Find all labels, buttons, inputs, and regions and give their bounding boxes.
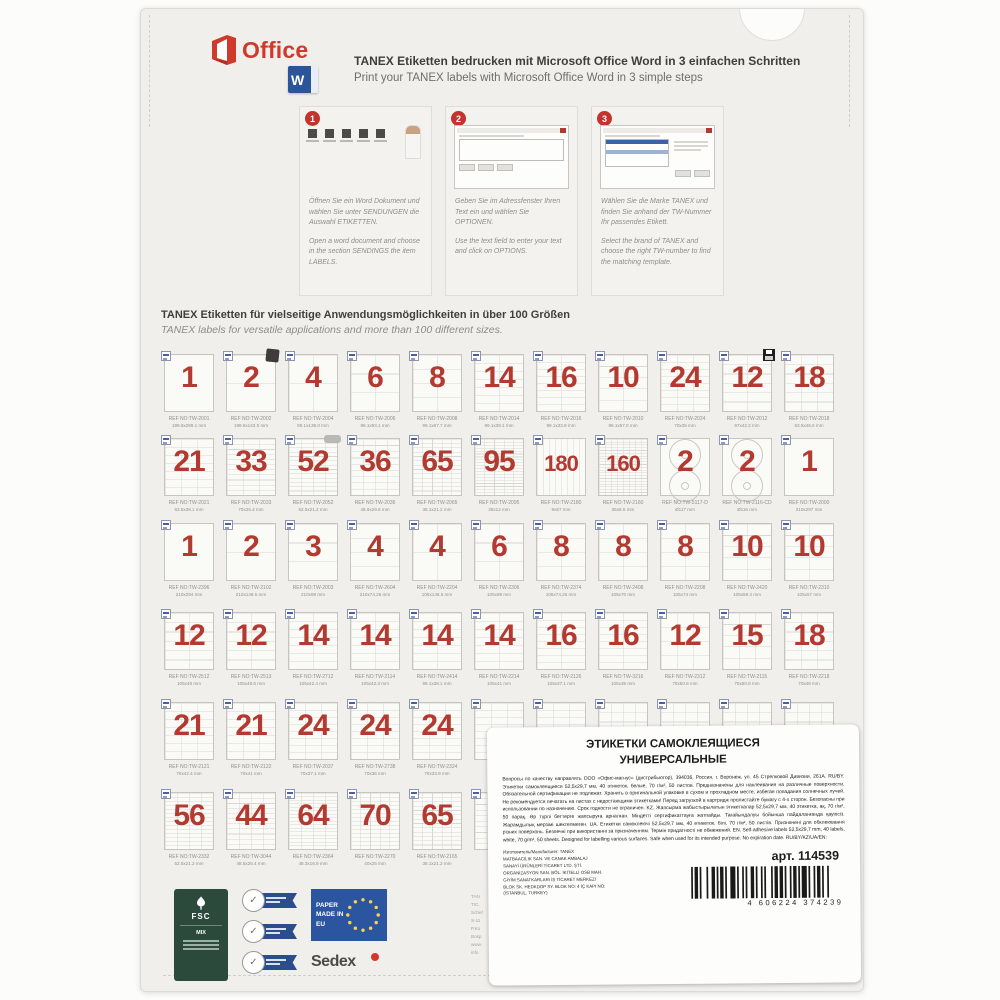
- label-ref-caption: REF NO:TW-2008 99.1x67.7 mm: [416, 416, 458, 428]
- label-ref-caption: REF NO:TW-2420 105x59.4 mm: [726, 585, 768, 597]
- sheet-spec-icon: [347, 435, 357, 445]
- label-ref-caption: REF NO:TW-2018 63.5x46.6 mm: [788, 416, 830, 428]
- sheet-spec-icon: [471, 789, 481, 799]
- label-ref-caption: REF NO:TW-2604 210x74.25 mm: [354, 585, 396, 597]
- label-count-number: 14: [421, 619, 453, 652]
- sheet-spec-icon: [781, 351, 791, 361]
- label-count-number: 95: [483, 445, 515, 478]
- tag-icon: [324, 435, 341, 443]
- manufacturer-line: MATBAACILIK SAN. VE CANAK AMBALAJ: [503, 855, 588, 862]
- fsc-mix-label: MIX: [196, 930, 206, 936]
- label-ref-caption: REF NO:TW-2114 105x42.3 mm: [354, 674, 396, 686]
- sheet-spec-icon: [657, 609, 667, 619]
- label-ref-caption: REF NO:TW-2052 52.5x21.2 mm: [292, 500, 334, 512]
- label-cell: [406, 608, 468, 692]
- label-ref-caption: REF NO:TW-2306 105x99 mm: [478, 585, 520, 597]
- sheet-spec-icon: [347, 520, 357, 530]
- label-cell: [468, 519, 530, 603]
- sedex-logo: [311, 953, 381, 971]
- sheet-spec-icon: [657, 699, 667, 709]
- label-count-number: 64: [297, 799, 329, 832]
- step-2-text-en: Use the text field to enter your text and click on OPTIONS.: [455, 237, 562, 255]
- cert-badge-3: [242, 951, 297, 974]
- label-cell: [468, 350, 530, 434]
- label-count-number: 33: [235, 445, 267, 478]
- label-ref-caption: REF NO:TW-2000 210x297 mm: [788, 500, 830, 512]
- sheet-spec-icon: [161, 699, 171, 709]
- sheet-spec-icon: [161, 520, 171, 530]
- label-ref-caption: REF NO:TW-5117-D Ø117 mm: [662, 500, 708, 512]
- sheet-spec-icon: [347, 609, 357, 619]
- label-ref-caption: REF NO:TW-2036 48.9x29.6 mm: [354, 500, 396, 512]
- step-2-screenshot: [454, 125, 569, 185]
- eu-text-line1: PAPER: [316, 902, 338, 910]
- manufacturer-line: BLOK SK. HEDKDOP SY. BLOK NO: 4 İÇ KAPI NO:: [503, 883, 606, 890]
- label-count-number: 1: [181, 530, 197, 563]
- check-icon: ✓: [242, 920, 265, 943]
- label-cell: [654, 519, 716, 603]
- label-count-number: 180: [544, 451, 578, 476]
- cert-badge-2: [242, 920, 297, 943]
- label-count-number: 21: [173, 445, 205, 478]
- label-cell: [158, 350, 220, 434]
- label-cell: [158, 519, 220, 603]
- office-logo: [211, 35, 308, 65]
- label-ref-caption: REF NO:TW-2006 99.1x93.1 mm: [354, 416, 396, 428]
- sheet-spec-icon: [595, 609, 605, 619]
- sedex-dot-icon: [371, 953, 379, 961]
- label-cell: [220, 519, 282, 603]
- label-count-number: 6: [367, 361, 383, 394]
- sheet-spec-icon: [285, 699, 295, 709]
- label-cell: [344, 519, 406, 603]
- step-card-3: [591, 106, 724, 296]
- label-ref-caption: REF NO:TW-2122 70x41 mm: [230, 764, 272, 776]
- product-info-label: [487, 724, 861, 985]
- sheet-spec-icon: [347, 351, 357, 361]
- sheet-spec-icon: [409, 520, 419, 530]
- sheet-spec-icon: [719, 435, 729, 445]
- label-count-number: 12: [731, 361, 763, 394]
- label-cell: [654, 434, 716, 518]
- label-count-number: 12: [235, 619, 267, 652]
- word-icon: [288, 66, 318, 93]
- label-grid-row: [158, 350, 848, 434]
- check-icon: ✓: [242, 951, 265, 974]
- sheet-spec-icon: [471, 699, 481, 709]
- sheet-spec-icon: [223, 699, 233, 709]
- label-ref-caption: REF NO:TW-2002 199.6x143.5 mm: [230, 416, 272, 428]
- step-2-number-badge: 2: [451, 111, 466, 126]
- sheet-spec-icon: [657, 520, 667, 530]
- step-1-screenshot: [308, 125, 423, 185]
- label-count-number: 24: [359, 709, 391, 742]
- label-ref-caption: REF NO:TW-2001 199.6x289.1 mm: [168, 416, 210, 428]
- manufacturer-line: Изготовитель/Manufacturer: TANEX: [502, 849, 575, 855]
- label-ref-caption: REF NO:TW-2014 99.1x38.1 mm: [478, 416, 520, 428]
- label-count-number: 3: [305, 530, 321, 563]
- step-3-text-de: Wählen Sie die Marke TANEX und finden Sie anhand der TW-Nummer Ihr passendes Etikett.: [601, 198, 712, 226]
- hang-hole-notch: [739, 8, 805, 41]
- label-ref-caption: REF NO:TW-2010 99.1x57.0 mm: [602, 416, 644, 428]
- label-cell: [406, 698, 468, 782]
- step-1-text-de: Öffnen Sie ein Word Dokument und wählen Sie unter SENDUNGEN die Auswahl ETIKETTEN.: [309, 198, 420, 226]
- label-count-number: 70: [359, 799, 391, 832]
- label-cell: [530, 350, 592, 434]
- label-ref-caption: REF NO:TW-2165 38.1x21.2 mm: [416, 854, 458, 866]
- label-ref-caption: REF NO:TW-2312 70x50.8 mm: [664, 674, 706, 686]
- fsc-label: FSC: [191, 912, 211, 921]
- label-cell: [654, 608, 716, 692]
- label-cell: [282, 698, 344, 782]
- sheet-spec-icon: [285, 351, 295, 361]
- cube-icon: [265, 348, 279, 362]
- office-logo-text: Office: [242, 36, 309, 63]
- sedex-wordmark: Sedex: [311, 953, 356, 970]
- sheet-spec-icon: [409, 435, 419, 445]
- label-count-number: 6: [491, 530, 507, 563]
- sheet-spec-icon: [781, 699, 791, 709]
- label-count-number: 12: [173, 619, 205, 652]
- floppy-icon: [763, 349, 775, 361]
- label-ref-caption: REF NO:TW-2102 210x148.5 mm: [230, 585, 272, 597]
- label-cell: [468, 608, 530, 692]
- label-count-number: 16: [607, 619, 639, 652]
- label-count-number: 8: [677, 530, 693, 563]
- label-cell: [220, 788, 282, 872]
- label-ref-caption: REF NO:TW-2003 210x99 mm: [292, 585, 334, 597]
- label-ref-caption: REF NO:TW-3216 105x35 mm: [602, 674, 644, 686]
- label-ref-caption: REF NO:TW-2180 9x57 mm: [540, 500, 582, 512]
- label-count-number: 21: [235, 709, 267, 742]
- label-cell: [158, 788, 220, 872]
- manufacturer-line: ORGANİZASYON SAN. BÖL. İKİTELLİ OSB MAH.: [503, 869, 603, 876]
- label-cell: [406, 788, 468, 872]
- sheet-spec-icon: [223, 609, 233, 619]
- label-count-number: 2: [739, 445, 755, 478]
- label-count-number: 14: [359, 619, 391, 652]
- label-cell: [220, 434, 282, 518]
- label-count-number: 1: [801, 445, 817, 478]
- sheet-spec-icon: [595, 699, 605, 709]
- label-count-number: 52: [297, 445, 329, 478]
- sheet-spec-icon: [161, 789, 171, 799]
- label-ref-caption: REF NO:TW-2408 105x70 mm: [602, 585, 644, 597]
- label-count-number: 10: [793, 530, 825, 563]
- eu-text-line2: MADE IN EU: [316, 911, 344, 928]
- step-2-text-de: Geben Sie im Adressfenster Ihren Text ein und wählen Sie OPTIONEN.: [455, 198, 561, 226]
- label-grid-row: [158, 434, 848, 518]
- sheet-spec-icon: [471, 351, 481, 361]
- label-cell: [344, 608, 406, 692]
- sheet-spec-icon: [471, 520, 481, 530]
- label-ref-caption: REF NO:TW-2021 63.5x38.1 mm: [168, 500, 210, 512]
- label-ref-caption: REF NO:TW-2012 97x42.3 mm: [726, 416, 768, 428]
- label-cell: [778, 350, 840, 434]
- label-cell: [158, 434, 220, 518]
- ru-label-title-line2: УНИВЕРСАЛЬНЫЕ: [619, 753, 727, 766]
- package-back-panel: [140, 8, 864, 992]
- sheet-spec-icon: [657, 351, 667, 361]
- label-count-number: 14: [483, 361, 515, 394]
- label-count-number: 10: [731, 530, 763, 563]
- label-count-number: 12: [669, 619, 701, 652]
- sheet-spec-icon: [471, 435, 481, 445]
- label-count-number: 2: [677, 445, 693, 478]
- label-ref-caption: REF NO:TW-2160 35x8.5 mm: [602, 500, 644, 512]
- label-cell: [592, 434, 654, 518]
- label-count-number: 16: [545, 361, 577, 394]
- label-count-number: 15: [731, 619, 763, 652]
- contact-fragments: TAN TIC. Schef S-11 P.Ko Bosp www. info: [471, 894, 483, 956]
- eu-stars-icon: [344, 895, 382, 935]
- label-ref-caption: REF NO:TW-2204 105x148.5 mm: [416, 585, 458, 597]
- label-count-number: 18: [793, 361, 825, 394]
- sheet-spec-icon: [533, 609, 543, 619]
- label-ref-caption: REF NO:TW-3044 48.5x25.4 mm: [230, 854, 272, 866]
- label-count-number: 65: [421, 799, 453, 832]
- sheet-spec-icon: [781, 609, 791, 619]
- label-cell: [344, 350, 406, 434]
- sheet-spec-icon: [285, 520, 295, 530]
- label-ref-caption: REF NO:TW-2324 70x33.9 mm: [416, 764, 458, 776]
- label-cell: [220, 608, 282, 692]
- label-count-number: 16: [545, 619, 577, 652]
- label-ref-caption: REF NO:TW-2208 105x74 mm: [664, 585, 706, 597]
- label-cell: [778, 434, 840, 518]
- label-ref-caption: REF NO:TW-2115 70x50.8 mm: [726, 674, 768, 686]
- sheet-spec-icon: [223, 435, 233, 445]
- barcode-digits: 4 606224 374239: [747, 897, 844, 908]
- perforation-right: [849, 15, 850, 127]
- sheet-spec-icon: [595, 520, 605, 530]
- sheet-spec-icon: [285, 789, 295, 799]
- label-ref-caption: REF NO:TW-2214 105x41 mm: [478, 674, 520, 686]
- label-cell: [158, 608, 220, 692]
- label-count-number: 18: [793, 619, 825, 652]
- label-grid-row: [158, 608, 848, 692]
- label-ref-caption: REF NO:TW-2512 105x48 mm: [168, 674, 210, 686]
- label-ref-caption: REF NO:TW-2037 70x37.1 mm: [292, 764, 334, 776]
- label-cell: [282, 608, 344, 692]
- label-cell: [592, 519, 654, 603]
- fsc-tree-icon: [193, 895, 209, 911]
- manufacturer-line: (İSTANBUL, TURKEY): [503, 890, 548, 896]
- sheet-spec-icon: [409, 609, 419, 619]
- label-cell: [716, 608, 778, 692]
- grid-heading-en: TANEX labels for versatile applications and more than 100 different sizes.: [161, 324, 503, 336]
- label-ref-caption: REF NO:TW-2332 52.5x21.2 mm: [168, 854, 210, 866]
- label-count-number: 10: [607, 361, 639, 394]
- sheet-spec-icon: [781, 435, 791, 445]
- certification-logos: [174, 889, 387, 981]
- header-title-en: Print your TANEX labels with Microsoft Office Word in 3 simple steps: [354, 72, 703, 84]
- label-count-number: 8: [429, 361, 445, 394]
- cert-badge-1: [242, 889, 297, 912]
- label-cell: [716, 350, 778, 434]
- label-cell: [282, 788, 344, 872]
- label-ref-caption: REF NO:TW-2270 40x25 mm: [354, 854, 396, 866]
- label-ref-caption: REF NO:TW-2126 105x37.1 mm: [540, 674, 582, 686]
- label-cell: [592, 350, 654, 434]
- label-ref-caption: REF NO:TW-2364 48.3x16.9 mm: [292, 854, 334, 866]
- ru-label-body: Вопросы по качеству направлять ООО «Офис-магнус» (дистрибьютор), 394036, Россия, г. Воронеж, ул. 45 Стрелковой Дивизии, 261А. RU/BY. Этикетки самоклеящиеся 52,5х29,7 мм, 40 этикеток, белые, 70 г/м², 50 листов. Предназначены для наклеивания на различные поверхности. Обязательной сертификации не подлежат. Хранить в оригинальной упаковке в сухом и прохладном месте, избегая попадания солнечных лучей. Не рекомендуется печатать на листах с недостающими этикетками! Перед загрузкой в картридж пролистайте бумагу с 4-х сторон. Безопасны при использовании по назначению. Срок годности не ограничен. KZ. Жапсырма жабыстырылатын этикеткалар 52,5х29,7 мм, 40 этикетка, ақ, 70 г/м², 50 парақ. Әр түрлі беттерге жапсыруға арналған. Міндетті сертификаттауға жатпайды. Тағайындалуы бойынша пайдаланғанда қауіпсіз. Жарамдылық мерзімі шектелмеген. UA. Етикетки самоклеючі 52,5х29,7 мм, 40 етикеток, білі, 70 г/м², 50 листів. Призначені для обклеювання різних поверхонь. Безпечні при використанні за призначенням. Термін придатності не обмежений. EN. Self-adhesive labels 52,5x29,7 mm, 40 labels, white, 70 g/m², 50 sheets. Designed for labelling various surfaces. Safe when used for its intended purpose. No expiration date. RU/BY/KZ/UA/EN:: [502, 773, 845, 844]
- manufacturer-block: [503, 848, 663, 909]
- label-count-number: 36: [359, 445, 391, 478]
- label-ref-caption: REF NO:TW-2065 38.1x21.2 mm: [416, 500, 458, 512]
- sheet-spec-icon: [533, 351, 543, 361]
- sheet-spec-icon: [285, 435, 295, 445]
- manufacturer-line: GİYİM SANATKARLARI İŞ TİCARET MERKEZİ: [503, 876, 596, 883]
- step-card-1: [299, 106, 432, 296]
- header-title-de: TANEX Etiketten bedrucken mit Microsoft Office Word in 3 einfachen Schritten: [354, 54, 801, 68]
- label-ref-caption: REF NO:TW-2738 70x36 mm: [354, 764, 396, 776]
- label-cell: [592, 608, 654, 692]
- check-icon: ✓: [242, 889, 265, 912]
- label-count-number: 2: [243, 530, 259, 563]
- label-ref-caption: REF NO:TW-2016 99.1x33.9 mm: [540, 416, 582, 428]
- ru-label-title-line1: ЭТИКЕТКИ САМОКЛЕЯЩИЕСЯ: [586, 737, 760, 751]
- sheet-spec-icon: [161, 435, 171, 445]
- cert-badges: [242, 889, 297, 974]
- sheet-spec-icon: [781, 520, 791, 530]
- sheet-spec-icon: [533, 435, 543, 445]
- label-count-number: 24: [297, 709, 329, 742]
- perforation-left: [149, 15, 150, 127]
- label-cell: [778, 519, 840, 603]
- step-3-number-badge: 3: [597, 111, 612, 126]
- sheet-spec-icon: [223, 520, 233, 530]
- label-count-number: 44: [235, 799, 267, 832]
- label-ref-caption: REF NO:TW-2095 35x12 mm: [478, 500, 520, 512]
- sheet-spec-icon: [409, 351, 419, 361]
- label-cell: [778, 608, 840, 692]
- label-ref-caption: REF NO:TW-2121 70x42.4 mm: [168, 764, 210, 776]
- label-count-number: 2: [243, 361, 259, 394]
- sheet-spec-icon: [533, 520, 543, 530]
- sheet-spec-icon: [657, 435, 667, 445]
- label-cell: [220, 698, 282, 782]
- label-cell: [530, 434, 592, 518]
- label-cell: [344, 698, 406, 782]
- label-count-number: 65: [421, 445, 453, 478]
- label-count-number: 4: [305, 361, 321, 394]
- label-cell: [530, 519, 592, 603]
- label-count-number: 14: [483, 619, 515, 652]
- sheet-spec-icon: [719, 520, 729, 530]
- office-logo-icon: [211, 35, 237, 65]
- label-cell: [158, 698, 220, 782]
- label-cell: [220, 350, 282, 434]
- label-grid-row: [158, 519, 848, 603]
- label-count-number: 160: [606, 451, 640, 476]
- label-cell: [344, 788, 406, 872]
- sheet-spec-icon: [719, 351, 729, 361]
- sheet-spec-icon: [347, 789, 357, 799]
- sheet-spec-icon: [719, 609, 729, 619]
- sheet-spec-icon: [223, 351, 233, 361]
- label-cell: [282, 434, 344, 518]
- label-count-number: 8: [553, 530, 569, 563]
- label-ref-caption: REF NO:TW-2024 70x35 mm: [664, 416, 706, 428]
- label-cell: [282, 519, 344, 603]
- label-count-number: 14: [297, 619, 329, 652]
- label-cell: [406, 519, 468, 603]
- label-cell: [716, 434, 778, 518]
- label-ref-caption: REF NO:TW-2033 70x25.4 mm: [230, 500, 272, 512]
- step-card-2: [445, 106, 578, 296]
- label-cell: [344, 434, 406, 518]
- sheet-spec-icon: [471, 609, 481, 619]
- label-ref-caption: REF NO:TW-2218 70x48 mm: [788, 674, 830, 686]
- label-count-number: 8: [615, 530, 631, 563]
- word-icon-letter: W: [291, 71, 305, 88]
- label-ref-caption: REF NO:TW-2004 99.1x139.0 mm: [292, 416, 334, 428]
- steps-row: [299, 106, 724, 296]
- step-3-screenshot: [600, 125, 715, 185]
- sheet-spec-icon: [409, 699, 419, 709]
- sheet-spec-icon: [285, 609, 295, 619]
- fsc-logo: [174, 889, 228, 981]
- label-count-number: 1: [181, 361, 197, 394]
- sheet-spec-icon: [223, 789, 233, 799]
- label-ref-caption: REF NO:TW-2712 105x42.4 mm: [292, 674, 334, 686]
- label-cell: [406, 350, 468, 434]
- label-cell: [282, 350, 344, 434]
- sheet-spec-icon: [595, 351, 605, 361]
- label-cell: [716, 519, 778, 603]
- sheet-spec-icon: [409, 789, 419, 799]
- step-1-text-en: Open a word document and choose in the section SENDINGS the item LABELS.: [309, 237, 420, 266]
- label-count-number: 4: [367, 530, 383, 563]
- label-ref-caption: REF NO:TW-2513 105x46.6 mm: [230, 674, 272, 686]
- sheet-spec-icon: [719, 699, 729, 709]
- label-cell: [530, 608, 592, 692]
- step-3-text-en: Select the brand of TANEX and choose the right TW-number to find the matching template.: [601, 237, 711, 266]
- manufacturer-line: SANAYİ ÜRÜNLERİ TİCARET LTD. ŞTİ.: [503, 862, 583, 869]
- barcode: [685, 866, 843, 899]
- label-count-number: 56: [173, 799, 205, 832]
- label-ref-caption: REF NO:TW-2396 210x294 mm: [168, 585, 210, 597]
- step-1-number-badge: 1: [305, 111, 320, 126]
- label-cell: [468, 434, 530, 518]
- label-ref-caption: REF NO:TW-2310 105x57 mm: [788, 585, 830, 597]
- label-ref-caption: REF NO:TW-2116-CD Ø116 mm: [722, 500, 772, 512]
- sheet-spec-icon: [161, 609, 171, 619]
- label-ref-caption: REF NO:TW-2374 105x74.25 mm: [540, 585, 582, 597]
- sheet-spec-icon: [595, 435, 605, 445]
- label-count-number: 21: [173, 709, 205, 742]
- label-cell: [406, 434, 468, 518]
- label-count-number: 24: [669, 361, 701, 394]
- grid-heading-de: TANEX Etiketten für vielseitige Anwendungsmöglichkeiten in über 100 Größen: [161, 309, 570, 321]
- person-photo: [405, 125, 421, 159]
- paper-made-in-eu-logo: [311, 889, 387, 941]
- sheet-spec-icon: [533, 699, 543, 709]
- label-count-number: 24: [421, 709, 453, 742]
- sheet-spec-icon: [161, 351, 171, 361]
- label-cell: [654, 350, 716, 434]
- label-ref-caption: REF NO:TW-2414 99.1x38.1 mm: [416, 674, 458, 686]
- article-number: арт. 114539: [771, 848, 840, 864]
- sheet-spec-icon: [347, 699, 357, 709]
- label-count-number: 4: [429, 530, 445, 563]
